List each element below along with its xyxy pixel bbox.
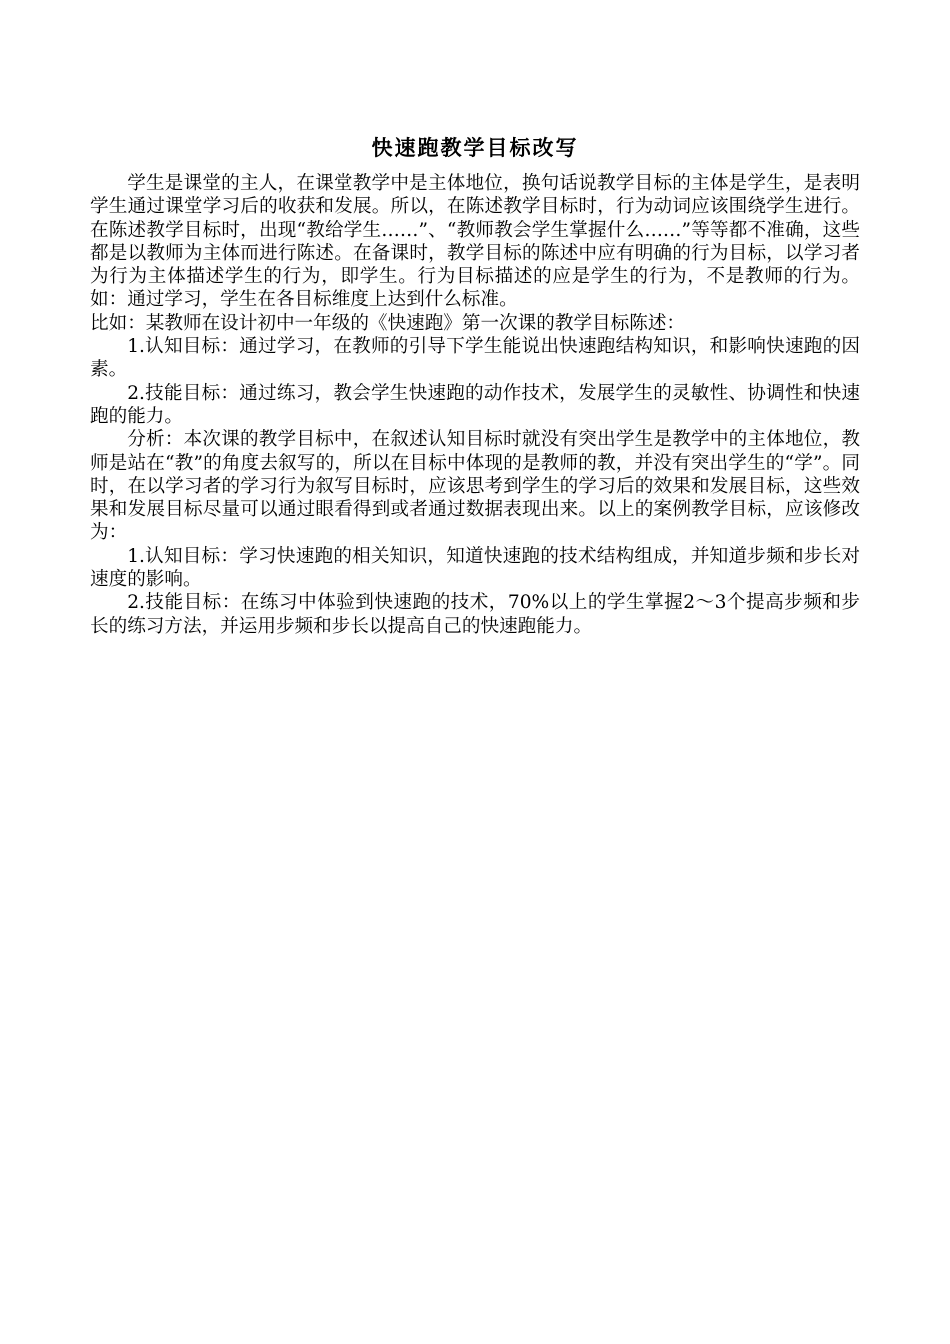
paragraph-original-cognitive-goal: 1.认知目标：通过学习，在教师的引导下学生能说出快速跑结构知识，和影响快速跑的因素。: [90, 336, 860, 381]
paragraph-original-skill-goal: 2.技能目标：通过练习，教会学生快速跑的动作技术，发展学生的灵敏性、协调性和快速跑的能力。: [90, 382, 860, 427]
paragraph-revised-skill-goal: 2.技能目标：在练习中体验到快速跑的技术，70%以上的学生掌握2～3个提高步频和步长的练习方法，并运用步频和步长以提高自己的快速跑能力。: [90, 592, 860, 637]
paragraph-intro: 学生是课堂的主人，在课堂教学中是主体地位，换句话说教学目标的主体是学生，是表明学生通过课堂学习后的收获和发展。所以，在陈述教学目标时，行为动词应该围绕学生进行。在陈述教学目标时，出现“教给学生……”、“教师教会学生掌握什么……”等等都不准确，这些都是以教师为主体而进行陈述。在备课时，教学目标的陈述中应有明确的行为目标，以学习者为行为主体描述学生的行为，即学生。行为目标描述的应是学生的行为，不是教师的行为。如：通过学习，学生在各目标维度上达到什么标准。: [90, 173, 860, 311]
document-page: [90, 132, 860, 638]
paragraph-revised-cognitive-goal: 1.认知目标：学习快速跑的相关知识，知道快速跑的技术结构组成，并知道步频和步长对速度的影响。: [90, 545, 860, 591]
paragraph-analysis: 分析：本次课的教学目标中，在叙述认知目标时就没有突出学生是教学中的主体地位，教师是站在“教”的角度去叙写的，所以在目标中体现的是教师的教，并没有突出学生的“学”。同时，在以学习者的学习行为叙写目标时，应该思考到学生的学习后的效果和发展目标，这些效果和发展目标尽量可以通过眼看得到或者通过数据表现出来。以上的案例教学目标，应该修改为：: [90, 429, 860, 544]
paragraph-example-lead: 比如：某教师在设计初中一年级的《快速跑》第一次课的教学目标陈述：: [90, 312, 686, 334]
document-title: 快速跑教学目标改写: [371, 135, 579, 160]
